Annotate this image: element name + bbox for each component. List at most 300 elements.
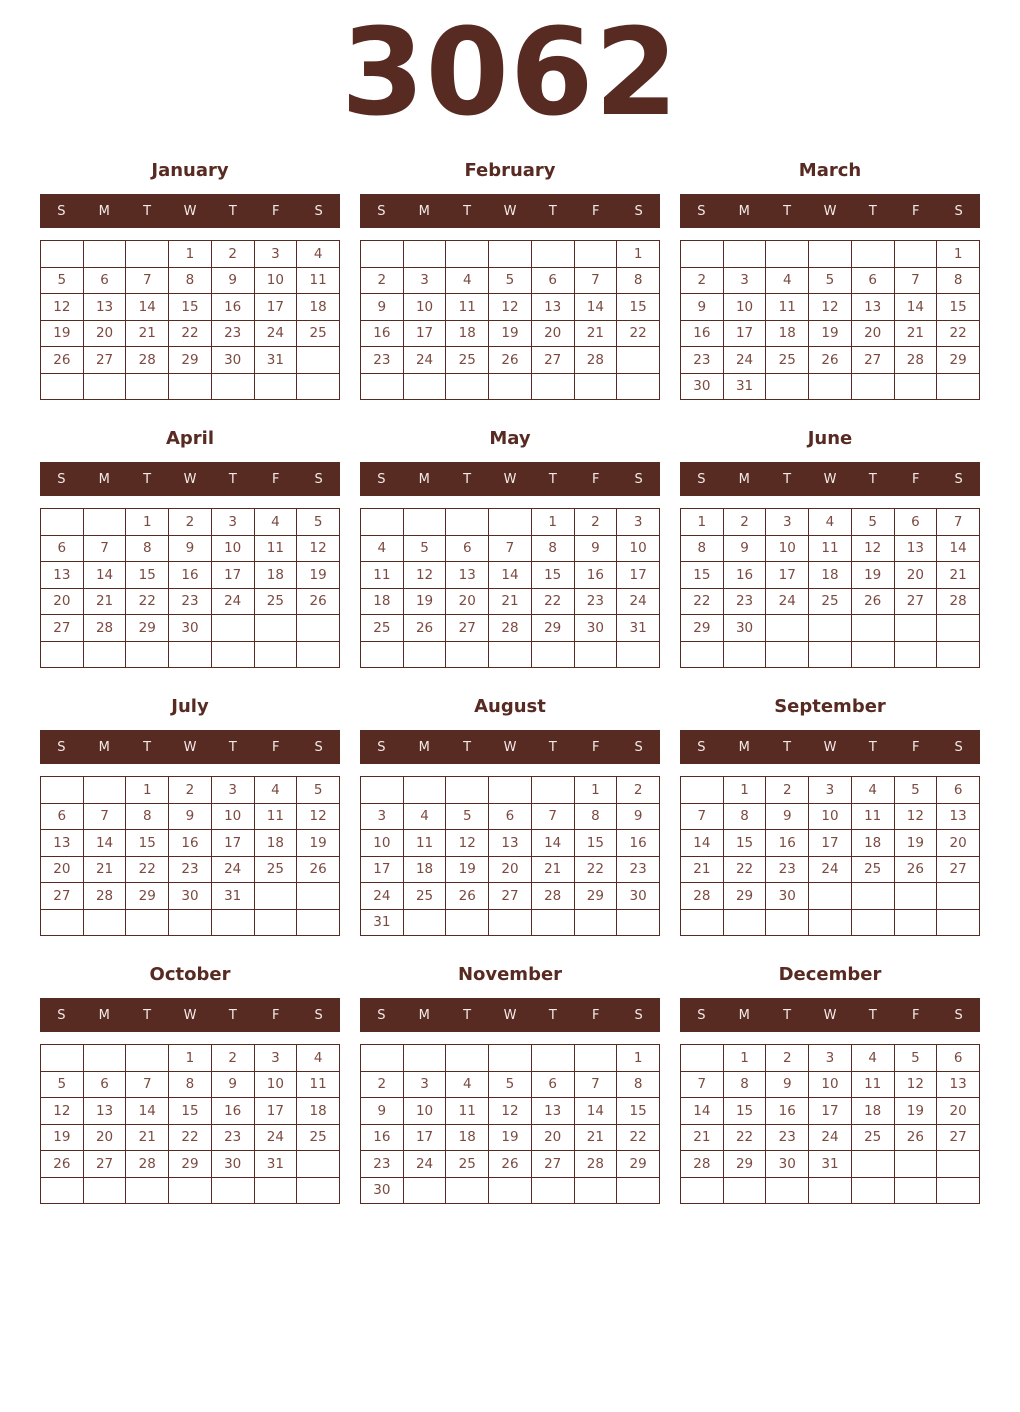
day-cell-22: 22 [723, 1124, 766, 1151]
month-grid [40, 240, 340, 400]
weekday-label: F [591, 739, 600, 755]
day-cell-3: 3 [617, 509, 660, 536]
day-cell-empty [297, 909, 340, 936]
day-cell-17: 17 [254, 294, 297, 321]
day-cell-21: 21 [894, 320, 937, 347]
day-cell-1: 1 [937, 241, 980, 268]
day-cell-empty [937, 909, 980, 936]
day-cell-14: 14 [126, 294, 169, 321]
weekday-label: S [697, 471, 706, 487]
weekday-label: M [738, 203, 750, 219]
day-cell-4: 4 [851, 777, 894, 804]
day-cell-5: 5 [403, 535, 446, 562]
day-cell-27: 27 [894, 588, 937, 615]
week-row [681, 856, 980, 883]
day-cell-empty [446, 1177, 489, 1204]
day-cell-10: 10 [723, 294, 766, 321]
day-cell-19: 19 [894, 830, 937, 857]
day-cell-27: 27 [41, 615, 84, 642]
weekday-label: S [697, 203, 706, 219]
week-row [41, 535, 340, 562]
day-cell-19: 19 [297, 830, 340, 857]
weekday-label: S [954, 1007, 963, 1023]
day-cell-empty [723, 241, 766, 268]
day-cell-1: 1 [723, 1045, 766, 1072]
day-cell-19: 19 [851, 562, 894, 589]
week-row [681, 1098, 980, 1125]
day-cell-4: 4 [403, 803, 446, 830]
day-cell-empty [403, 1045, 446, 1072]
weekday-label: S [954, 739, 963, 755]
weekday-label: W [823, 203, 837, 219]
day-cell-3: 3 [809, 1045, 852, 1072]
day-cell-empty [211, 615, 254, 642]
day-cell-empty [809, 241, 852, 268]
day-cell-29: 29 [169, 347, 212, 374]
day-cell-7: 7 [83, 803, 126, 830]
week-row [681, 830, 980, 857]
day-cell-27: 27 [489, 883, 532, 910]
day-cell-12: 12 [489, 294, 532, 321]
day-cell-8: 8 [169, 267, 212, 294]
week-row [681, 777, 980, 804]
day-cell-18: 18 [403, 856, 446, 883]
day-cell-empty [126, 1045, 169, 1072]
week-row [41, 588, 340, 615]
day-cell-empty [446, 509, 489, 536]
day-cell-24: 24 [211, 856, 254, 883]
day-cell-empty [723, 909, 766, 936]
day-cell-21: 21 [126, 320, 169, 347]
week-row [361, 1124, 660, 1151]
day-cell-26: 26 [41, 1151, 84, 1178]
day-cell-empty [211, 641, 254, 668]
day-cell-8: 8 [937, 267, 980, 294]
day-cell-empty [766, 641, 809, 668]
day-cell-empty [403, 241, 446, 268]
day-cell-1: 1 [169, 241, 212, 268]
weekday-label: T [143, 203, 152, 219]
day-cell-4: 4 [446, 267, 489, 294]
day-cell-empty [41, 777, 84, 804]
day-cell-11: 11 [809, 535, 852, 562]
day-cell-6: 6 [894, 509, 937, 536]
weekday-label: W [183, 739, 197, 755]
day-cell-11: 11 [361, 562, 404, 589]
day-cell-12: 12 [297, 535, 340, 562]
day-cell-2: 2 [617, 777, 660, 804]
week-row [361, 320, 660, 347]
day-cell-empty [851, 883, 894, 910]
day-cell-29: 29 [937, 347, 980, 374]
day-cell-empty [531, 777, 574, 804]
day-cell-15: 15 [723, 1098, 766, 1125]
day-cell-13: 13 [489, 830, 532, 857]
day-cell-24: 24 [809, 856, 852, 883]
weekday-label: W [183, 1007, 197, 1023]
day-cell-24: 24 [723, 347, 766, 374]
month-june [680, 428, 980, 668]
week-row [41, 320, 340, 347]
day-cell-22: 22 [169, 1124, 212, 1151]
day-cell-19: 19 [403, 588, 446, 615]
day-cell-18: 18 [361, 588, 404, 615]
day-cell-21: 21 [574, 1124, 617, 1151]
day-cell-empty [83, 909, 126, 936]
day-cell-24: 24 [254, 1124, 297, 1151]
weekday-label: T [868, 1007, 877, 1023]
day-cell-26: 26 [297, 856, 340, 883]
week-row [41, 373, 340, 400]
day-cell-empty [681, 641, 724, 668]
day-cell-23: 23 [574, 588, 617, 615]
day-cell-28: 28 [681, 883, 724, 910]
week-row [41, 615, 340, 642]
day-cell-9: 9 [211, 1071, 254, 1098]
day-cell-17: 17 [403, 320, 446, 347]
day-cell-empty [937, 883, 980, 910]
day-cell-6: 6 [937, 777, 980, 804]
day-cell-11: 11 [766, 294, 809, 321]
day-cell-11: 11 [851, 803, 894, 830]
month-grid [360, 776, 660, 936]
day-cell-17: 17 [766, 562, 809, 589]
weekday-label: T [143, 471, 152, 487]
day-cell-4: 4 [254, 509, 297, 536]
weekday-header-row [360, 730, 660, 764]
day-cell-24: 24 [809, 1124, 852, 1151]
day-cell-8: 8 [617, 1071, 660, 1098]
day-cell-30: 30 [211, 347, 254, 374]
day-cell-3: 3 [809, 777, 852, 804]
day-cell-empty [809, 883, 852, 910]
weekday-header-row [680, 194, 980, 228]
week-row [681, 1045, 980, 1072]
day-cell-14: 14 [681, 830, 724, 857]
months-grid [0, 160, 1020, 1204]
day-cell-empty [617, 373, 660, 400]
day-cell-19: 19 [446, 856, 489, 883]
day-cell-25: 25 [254, 588, 297, 615]
weekday-label: T [143, 739, 152, 755]
day-cell-empty [297, 615, 340, 642]
week-row [681, 267, 980, 294]
day-cell-8: 8 [723, 1071, 766, 1098]
day-cell-31: 31 [617, 615, 660, 642]
weekday-label: T [228, 203, 237, 219]
week-row [41, 509, 340, 536]
day-cell-17: 17 [211, 562, 254, 589]
day-cell-14: 14 [574, 294, 617, 321]
day-cell-12: 12 [489, 1098, 532, 1125]
weekday-header-row [680, 462, 980, 496]
day-cell-6: 6 [446, 535, 489, 562]
weekday-header-row [360, 998, 660, 1032]
day-cell-20: 20 [937, 830, 980, 857]
day-cell-10: 10 [809, 1071, 852, 1098]
day-cell-11: 11 [254, 803, 297, 830]
weekday-label: W [503, 739, 517, 755]
day-cell-empty [894, 1151, 937, 1178]
day-cell-empty [446, 241, 489, 268]
month-title: October [149, 964, 231, 985]
day-cell-18: 18 [809, 562, 852, 589]
day-cell-18: 18 [766, 320, 809, 347]
day-cell-10: 10 [211, 803, 254, 830]
day-cell-4: 4 [361, 535, 404, 562]
day-cell-14: 14 [531, 830, 574, 857]
weekday-label: S [697, 739, 706, 755]
weekday-label: S [377, 1007, 386, 1023]
month-october [40, 964, 340, 1204]
week-row [361, 347, 660, 374]
day-cell-22: 22 [574, 856, 617, 883]
weekday-label: W [503, 471, 517, 487]
month-march [680, 160, 980, 400]
week-row [361, 777, 660, 804]
week-row [361, 641, 660, 668]
day-cell-13: 13 [894, 535, 937, 562]
day-cell-30: 30 [574, 615, 617, 642]
day-cell-23: 23 [617, 856, 660, 883]
day-cell-empty [809, 909, 852, 936]
day-cell-14: 14 [489, 562, 532, 589]
day-cell-18: 18 [446, 1124, 489, 1151]
day-cell-empty [41, 641, 84, 668]
weekday-header-row [40, 730, 340, 764]
day-cell-25: 25 [851, 856, 894, 883]
weekday-label: S [954, 471, 963, 487]
day-cell-29: 29 [531, 615, 574, 642]
day-cell-8: 8 [126, 535, 169, 562]
day-cell-20: 20 [446, 588, 489, 615]
day-cell-16: 16 [211, 1098, 254, 1125]
day-cell-28: 28 [126, 347, 169, 374]
day-cell-29: 29 [574, 883, 617, 910]
day-cell-7: 7 [126, 267, 169, 294]
day-cell-empty [361, 373, 404, 400]
day-cell-4: 4 [297, 241, 340, 268]
day-cell-12: 12 [41, 294, 84, 321]
day-cell-24: 24 [617, 588, 660, 615]
day-cell-empty [446, 777, 489, 804]
day-cell-26: 26 [894, 856, 937, 883]
month-title: February [464, 160, 556, 181]
day-cell-empty [574, 373, 617, 400]
weekday-label: S [314, 739, 323, 755]
day-cell-13: 13 [531, 1098, 574, 1125]
day-cell-21: 21 [681, 856, 724, 883]
day-cell-26: 26 [851, 588, 894, 615]
day-cell-empty [531, 909, 574, 936]
weekday-label: S [634, 203, 643, 219]
day-cell-empty [403, 373, 446, 400]
day-cell-empty [574, 909, 617, 936]
day-cell-22: 22 [169, 320, 212, 347]
day-cell-26: 26 [403, 615, 446, 642]
day-cell-28: 28 [574, 347, 617, 374]
week-row [681, 1124, 980, 1151]
day-cell-26: 26 [809, 347, 852, 374]
weekday-label: S [314, 471, 323, 487]
month-april [40, 428, 340, 668]
day-cell-empty [531, 641, 574, 668]
day-cell-25: 25 [297, 1124, 340, 1151]
day-cell-28: 28 [489, 615, 532, 642]
day-cell-5: 5 [41, 267, 84, 294]
day-cell-10: 10 [211, 535, 254, 562]
day-cell-15: 15 [531, 562, 574, 589]
day-cell-27: 27 [83, 1151, 126, 1178]
day-cell-20: 20 [851, 320, 894, 347]
day-cell-empty [361, 1045, 404, 1072]
day-cell-empty [617, 347, 660, 374]
day-cell-25: 25 [766, 347, 809, 374]
day-cell-empty [851, 909, 894, 936]
day-cell-30: 30 [617, 883, 660, 910]
day-cell-16: 16 [169, 562, 212, 589]
day-cell-7: 7 [681, 803, 724, 830]
day-cell-25: 25 [851, 1124, 894, 1151]
day-cell-17: 17 [254, 1098, 297, 1125]
weekday-label: F [271, 739, 280, 755]
day-cell-7: 7 [126, 1071, 169, 1098]
week-row [41, 347, 340, 374]
day-cell-31: 31 [361, 909, 404, 936]
day-cell-empty [446, 373, 489, 400]
day-cell-16: 16 [361, 1124, 404, 1151]
day-cell-26: 26 [446, 883, 489, 910]
day-cell-15: 15 [681, 562, 724, 589]
day-cell-13: 13 [937, 803, 980, 830]
weekday-label: T [463, 739, 472, 755]
month-grid [360, 1044, 660, 1204]
month-title: September [774, 696, 886, 717]
weekday-label: S [954, 203, 963, 219]
day-cell-15: 15 [937, 294, 980, 321]
day-cell-15: 15 [126, 562, 169, 589]
day-cell-empty [574, 1045, 617, 1072]
day-cell-19: 19 [489, 1124, 532, 1151]
day-cell-9: 9 [766, 803, 809, 830]
day-cell-2: 2 [211, 241, 254, 268]
day-cell-27: 27 [531, 1151, 574, 1178]
day-cell-9: 9 [723, 535, 766, 562]
day-cell-1: 1 [126, 777, 169, 804]
day-cell-11: 11 [851, 1071, 894, 1098]
day-cell-26: 26 [41, 347, 84, 374]
day-cell-12: 12 [894, 803, 937, 830]
day-cell-28: 28 [83, 883, 126, 910]
day-cell-2: 2 [169, 509, 212, 536]
week-row [681, 615, 980, 642]
day-cell-1: 1 [531, 509, 574, 536]
day-cell-1: 1 [681, 509, 724, 536]
day-cell-26: 26 [894, 1124, 937, 1151]
day-cell-15: 15 [126, 830, 169, 857]
day-cell-empty [489, 241, 532, 268]
day-cell-2: 2 [766, 777, 809, 804]
day-cell-empty [126, 373, 169, 400]
week-row [361, 373, 660, 400]
week-row [681, 320, 980, 347]
month-title: June [807, 428, 853, 449]
day-cell-empty [723, 641, 766, 668]
day-cell-14: 14 [681, 1098, 724, 1125]
week-row [41, 1151, 340, 1178]
day-cell-15: 15 [617, 294, 660, 321]
week-row [361, 856, 660, 883]
day-cell-empty [937, 1177, 980, 1204]
day-cell-empty [681, 909, 724, 936]
day-cell-empty [766, 615, 809, 642]
day-cell-20: 20 [83, 1124, 126, 1151]
day-cell-3: 3 [403, 267, 446, 294]
day-cell-8: 8 [169, 1071, 212, 1098]
day-cell-16: 16 [766, 1098, 809, 1125]
day-cell-23: 23 [766, 1124, 809, 1151]
day-cell-23: 23 [681, 347, 724, 374]
day-cell-18: 18 [446, 320, 489, 347]
day-cell-empty [531, 1045, 574, 1072]
day-cell-empty [851, 641, 894, 668]
day-cell-empty [83, 373, 126, 400]
day-cell-21: 21 [83, 856, 126, 883]
weekday-label: S [377, 471, 386, 487]
day-cell-16: 16 [169, 830, 212, 857]
day-cell-empty [851, 1151, 894, 1178]
month-september [680, 696, 980, 936]
day-cell-5: 5 [297, 777, 340, 804]
weekday-label: T [868, 739, 877, 755]
day-cell-30: 30 [681, 373, 724, 400]
week-row [361, 1151, 660, 1178]
day-cell-10: 10 [403, 1098, 446, 1125]
day-cell-empty [169, 641, 212, 668]
day-cell-empty [211, 909, 254, 936]
day-cell-empty [681, 1177, 724, 1204]
weekday-label: M [738, 471, 750, 487]
day-cell-6: 6 [937, 1045, 980, 1072]
day-cell-28: 28 [531, 883, 574, 910]
week-row [361, 1098, 660, 1125]
day-cell-8: 8 [574, 803, 617, 830]
day-cell-6: 6 [83, 267, 126, 294]
day-cell-empty [254, 615, 297, 642]
day-cell-15: 15 [169, 294, 212, 321]
day-cell-empty [254, 1177, 297, 1204]
weekday-label: S [377, 203, 386, 219]
day-cell-7: 7 [681, 1071, 724, 1098]
day-cell-31: 31 [211, 883, 254, 910]
day-cell-6: 6 [531, 1071, 574, 1098]
weekday-label: T [463, 471, 472, 487]
week-row [41, 294, 340, 321]
day-cell-25: 25 [254, 856, 297, 883]
day-cell-2: 2 [766, 1045, 809, 1072]
day-cell-2: 2 [361, 1071, 404, 1098]
day-cell-1: 1 [723, 777, 766, 804]
week-row [41, 641, 340, 668]
day-cell-5: 5 [297, 509, 340, 536]
day-cell-22: 22 [723, 856, 766, 883]
week-row [41, 1177, 340, 1204]
day-cell-24: 24 [211, 588, 254, 615]
day-cell-empty [489, 777, 532, 804]
day-cell-empty [126, 641, 169, 668]
day-cell-empty [894, 241, 937, 268]
weekday-label: T [548, 739, 557, 755]
